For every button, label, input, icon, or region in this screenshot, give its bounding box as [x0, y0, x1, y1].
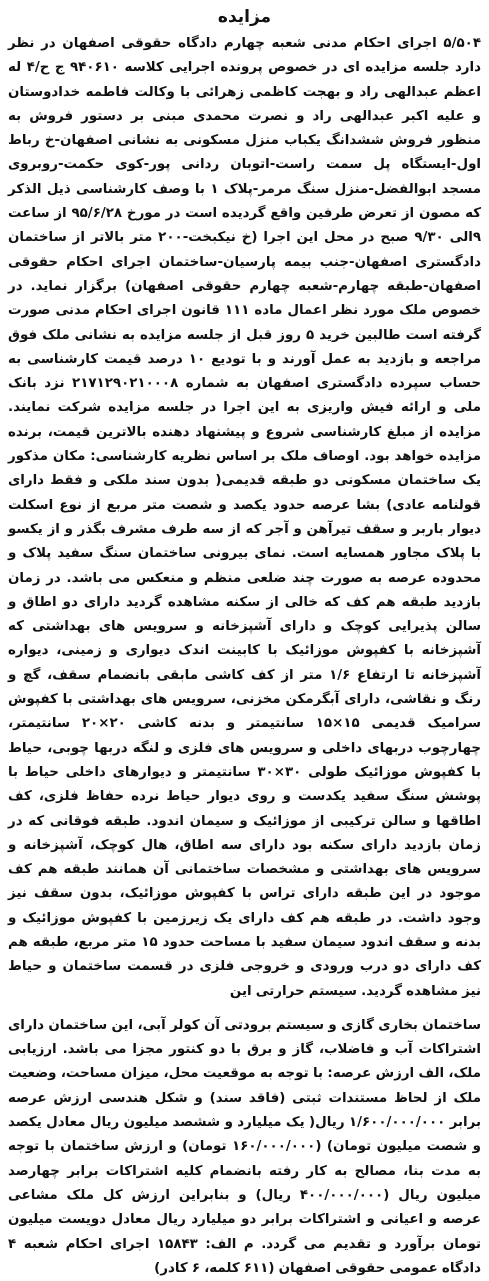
- notice-title: مزایده: [217, 7, 272, 27]
- notice-body-paragraph-continued: ساختمان بخاری گازی و سیستم برودتی آن کولر آبی، این ساختمان دارای اشتراکات آب و فاضلاب، گاز و برق با دو کنتور مجزا می باشد. ارزیابی ملک، الف ارزش عرصه: با توجه به موقعیت محل، میزان مساحت، وضعیت ملک از لحاظ مستندات ثبتی (فاقد سند) و شکل هندسی ارزش عرصه برابر ۱/۶۰۰/۰۰۰/۰۰۰ ریال( یک میلیارد و ششصد میلیون ریال معادل یکصد و شصت میلیون تومان) (۱۶۰/۰۰۰/۰۰۰ تومان) و ارزش ساختمان با توجه به مدت بنا، مصالح به کار رفته بانضمام کلیه اشتراکات برابر چهارصد میلیون ریال (۴۰۰/۰۰۰/۰۰۰ ریال) و بنابراین ارزش کل ملک مشاعی عرصه و اعیانی و اشتراکات برابر دو میلیارد ریال معادل دویست میلیون تومان برآورد و تقدیم می گردد. م الف: ۱۵۸۴۳ اجرای احکام شعبه ۴ دادگاه عمومی حقوقی اصفهان (۶۱۱ کلمه، ۶ کادر): [8, 1017, 482, 1276]
- notice-body-paragraph: ۵/۵۰۴ اجرای احکام مدنی شعبه چهارم دادگاه حقوقی اصفهان در نظر دارد جلسه مزایده ای در خصوص پرونده اجرایی کلاسه ۹۴۰۶۱۰ ج ح/۴ له اعظم عبدالهی راد و بهجت کاظمی زهرائی با وکالت فاطمه خدادوستان و علیه اکبر عبدالهی راد و نصرت محمدی مبنی بر دستور فروش به منظور فروش ششدانگ یکباب منزل مسکونی به نشانی اصفهان-خ رباط اول-ایستگاه پل سمت راست-اتوبان ردانی پور-کوی حکمت-روبروی مسجد ابوالفضل-منزل سنگ مرمر-پلاک ۱ با وصف کارشناسی ذیل الذکر که مصون از تعرض طرفین واقع گردیده است در مورخ ۹۵/۶/۲۸ از ساعت ۹الی ۹/۳۰ صبح در محل این اجرا (خ نیکبخت-۲۰۰ متر بالاتر از ساختمان دادگستری اصفهان-جنب بیمه پارسیان-ساختمان اجرای احکام حقوقی اصفهان-طبقه چهارم-شعبه چهارم حقوقی اصفهان) برگزار نماید. در خصوص ملک مورد نظر اعمال ماده ۱۱۱ قانون اجرای احکام مدنی صورت گرفته است طالبین خرید ۵ روز قبل از جلسه مزایده به نشانی ملک فوق مراجعه و بازدید به عمل آورند و با تودیع ۱۰ درصد قیمت کارشناسی به حساب سپرده دادگستری اصفهان به شماره ۲۱۷۱۲۹۰۲۱۰۰۰۸ نزد بانک ملی و ارائه فیش واریزی به این اجرا در جلسه مزایده شرکت نمایند. مزایده از مبلغ کارشناسی شروع و پیشنهاد دهنده بالاترین قیمت، برنده مزایده خواهد بود. اوصاف ملک بر اساس نظریه کارشناسی: مکان مذکور یک ساختمان مسکونی دو طبقه قدیمی( بدون سند ملکی و فقط دارای قولنامه عادی) بشا عرصه حدود یکصد و شصت متر مربع از نوع اسکلت دیوار باربر و سقف تیرآهن و آجر که از سه طرف مشرف بگذر و از یکسو با پلاک مجاور همسایه است. نمای بیرونی ساختمان سنگ سفید پلاک و محدوده عرصه به صورت چند ضلعی منظم و منعکس می باشد. در زمان بازدید طبقه هم کف که خالی از سکنه مشاهده گردید دارای دو اطاق و سالن پذیرایی کوچک و دارای آشپزخانه و سرویس های بهداشتی که آشپزخانه با کفپوش موزائیک با کابینت اندک دیواری و زمینی، دیواره آشپزخانه تا ارتفاع ۱/۶ متر از کف کاشی مابقی بانضمام سقف، گچ و رنگ و نقاشی، دارای آبگرمکن مخزنی، سرویس های بهداشتی با کفپوش سرامیک قدیمی ۱۵×۱۵ سانتیمتر و بدنه کاشی ۲۰×۲۰ سانتیمتر، چهارچوب دربهای داخلی و سرویس های فلزی و لنگه دربها چوبی، حیاط با کفپوش موزائیک طولی ۳۰×۳۰ سانتیمتر و دیوارهای داخلی حیاط با پوشش سنگ سفید یکدست و روی دیوار حیاط نرده حفاظ فلزی، کف اطاقها و سالن ترکیبی از موزائیک و سیمان اندود. طبقه فوقانی که در زمان بازدید دارای سکنه بود دارای سه اطاق، هال کوچک، آشپزخانه و سرویس های بهداشتی و مشخصات ساختمانی آن همانند طبقه هم کف موجود در این طبقه دارای تراس با کفپوش موزائیک، بدون سقف نیز وجود داشت. در طبقه هم کف دارای یک زیرزمین با کفپوش موزائیک و بدنه و سقف اندود سیمان سفید با مساحت حدود ۱۵ متر مربع، طبقه هم کف دارای دو درب ورودی و خروجی فلزی در قسمت ساختمان و حیاط نیز مشاهده گردید. سیستم حرارتی این: [8, 36, 482, 999]
